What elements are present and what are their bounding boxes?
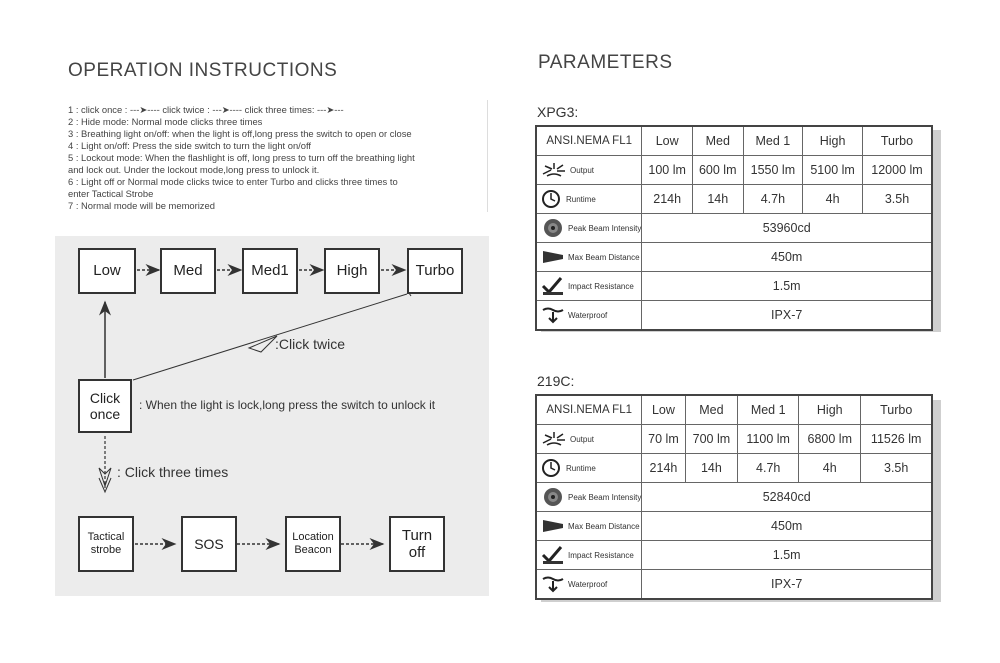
output-icon — [541, 162, 567, 178]
mode-box-sos: SOS — [181, 516, 237, 572]
table-row — [536, 156, 932, 185]
table-cell: 214h — [642, 454, 685, 483]
waterproof-label-cell: Waterproof — [536, 570, 642, 600]
table-cell: 450m — [642, 243, 932, 272]
mode-box-tactical-strobe: Tactical strobe — [78, 516, 134, 572]
instruction-line: 3 : Breathing light on/off: when the light is off,long press the switch to open or close — [68, 128, 412, 139]
beam-intensity-icon — [541, 217, 565, 239]
impact-icon — [541, 276, 565, 296]
table-row — [536, 483, 932, 512]
table-header-cell: High — [803, 126, 863, 156]
table-cell: 1.5m — [642, 272, 932, 301]
clock-icon — [541, 189, 563, 209]
table-row — [536, 185, 932, 214]
mode-diagram — [55, 236, 489, 596]
table-cell: 14h — [692, 185, 743, 214]
table-cell: 4.7h — [738, 454, 799, 483]
table-row — [536, 243, 932, 272]
mode-box-location-beacon: Location Beacon — [285, 516, 341, 572]
table-cell: 53960cd — [642, 214, 932, 243]
arrow — [133, 294, 407, 380]
table-row — [536, 214, 932, 243]
table-cell: 3.5h — [862, 185, 932, 214]
mode-box-high: High — [324, 248, 380, 294]
click-twice-arrow-icon — [249, 336, 277, 352]
parameters-title: PARAMETERS — [538, 52, 673, 73]
instruction-line: 6 : Light off or Normal mode clicks twice to enter Turbo and clicks three times to — [68, 176, 398, 187]
spec-table-219c — [535, 394, 933, 600]
instruction-line: 4 : Light on/off: Press the side switch to turn the light on/off — [68, 140, 312, 151]
instruction-line: and lock out. Under the lockout mode,long press to unlock it. — [68, 164, 320, 175]
waterproof-icon — [541, 306, 565, 324]
distance-label-cell: Max Beam Distance — [536, 243, 642, 272]
table-cell: 11526 lm — [861, 425, 932, 454]
instruction-line: 7 : Normal mode will be memorized — [68, 200, 215, 211]
impact-label-cell: Impact Resistance — [536, 541, 642, 570]
table-cell: 3.5h — [861, 454, 932, 483]
table-row — [536, 272, 932, 301]
instruction-line: 2 : Hide mode: Normal mode clicks three times — [68, 116, 263, 127]
table-cell: 12000 lm — [862, 156, 932, 185]
waterproof-icon — [541, 575, 565, 593]
spec-table-xpg3 — [535, 125, 933, 331]
table-header-cell: ANSI.NEMA FL1 — [536, 395, 642, 425]
mode-box-med1: Med1 — [242, 248, 298, 294]
table-row — [536, 425, 932, 454]
table-cell: 5100 lm — [803, 156, 863, 185]
table-name-xpg3: XPG3: — [537, 104, 579, 120]
output-label-cell: Output — [536, 425, 642, 454]
intensity-label-cell: Peak Beam Intensity — [536, 214, 642, 243]
table-cell: 1100 lm — [738, 425, 799, 454]
table-row — [536, 454, 932, 483]
table-cell: 100 lm — [642, 156, 693, 185]
beam-distance-icon — [541, 247, 565, 267]
table-row — [536, 126, 932, 156]
table-cell: 14h — [685, 454, 738, 483]
runtime-label-cell: Runtime — [536, 454, 642, 483]
clock-icon — [541, 458, 563, 478]
beam-distance-icon — [541, 516, 565, 536]
table-header-cell: Med — [685, 395, 738, 425]
instruction-line: enter Tactical Strobe — [68, 188, 154, 199]
table-cell: 4h — [799, 454, 861, 483]
instruction-line: 5 : Lockout mode: When the flashlight is off, long press to turn off the breathing light — [68, 152, 415, 163]
table-row — [536, 512, 932, 541]
waterproof-label-cell: Waterproof — [536, 301, 642, 331]
runtime-label-cell: Runtime — [536, 185, 642, 214]
table-cell: 700 lm — [685, 425, 738, 454]
table-header-cell: ANSI.NEMA FL1 — [536, 126, 642, 156]
table-cell: IPX-7 — [642, 570, 932, 600]
table-cell: 600 lm — [692, 156, 743, 185]
intensity-label-cell: Peak Beam Intensity — [536, 483, 642, 512]
table-cell: 1.5m — [642, 541, 932, 570]
distance-label-cell: Max Beam Distance — [536, 512, 642, 541]
mode-box-low: Low — [78, 248, 136, 294]
table-cell: 214h — [642, 185, 693, 214]
instruction-line: 1 : click once : ---➤---- click twice : ---➤---- click three times: ---➤--- — [68, 104, 344, 115]
lock-note: : When the light is lock,long press the switch to unlock it — [139, 398, 436, 412]
table-header-cell: Med — [692, 126, 743, 156]
table-header-cell: Turbo — [861, 395, 932, 425]
table-row — [536, 395, 932, 425]
mode-box-turbo: Turbo — [407, 248, 463, 294]
table-header-cell: High — [799, 395, 861, 425]
table-cell: 4h — [803, 185, 863, 214]
table-cell: 1550 lm — [743, 156, 803, 185]
divider — [487, 100, 488, 212]
click-three-label: : Click three times — [117, 464, 229, 480]
click-twice-label: :Click twice — [275, 336, 346, 352]
table-row — [536, 301, 932, 331]
click-once-box: Click once — [78, 379, 132, 433]
mode-box-med: Med — [160, 248, 216, 294]
table-header-cell: Low — [642, 395, 685, 425]
table-header-cell: Turbo — [862, 126, 932, 156]
table-cell: 6800 lm — [799, 425, 861, 454]
table-cell: IPX-7 — [642, 301, 932, 331]
operation-instructions-title: OPERATION INSTRUCTIONS — [68, 60, 338, 81]
instructions-list — [68, 104, 415, 212]
output-label-cell: Output — [536, 156, 642, 185]
table-cell: 450m — [642, 512, 932, 541]
output-icon — [541, 431, 567, 447]
impact-icon — [541, 545, 565, 565]
table-header-cell: Low — [642, 126, 693, 156]
table-name-219c: 219C: — [537, 373, 575, 389]
table-cell: 70 lm — [642, 425, 685, 454]
mode-box-turn-off: Turn off — [389, 516, 445, 572]
beam-intensity-icon — [541, 486, 565, 508]
impact-label-cell: Impact Resistance — [536, 272, 642, 301]
table-row — [536, 570, 932, 600]
table-cell: 52840cd — [642, 483, 932, 512]
table-cell: 4.7h — [743, 185, 803, 214]
table-row — [536, 541, 932, 570]
table-header-cell: Med 1 — [738, 395, 799, 425]
table-header-cell: Med 1 — [743, 126, 803, 156]
